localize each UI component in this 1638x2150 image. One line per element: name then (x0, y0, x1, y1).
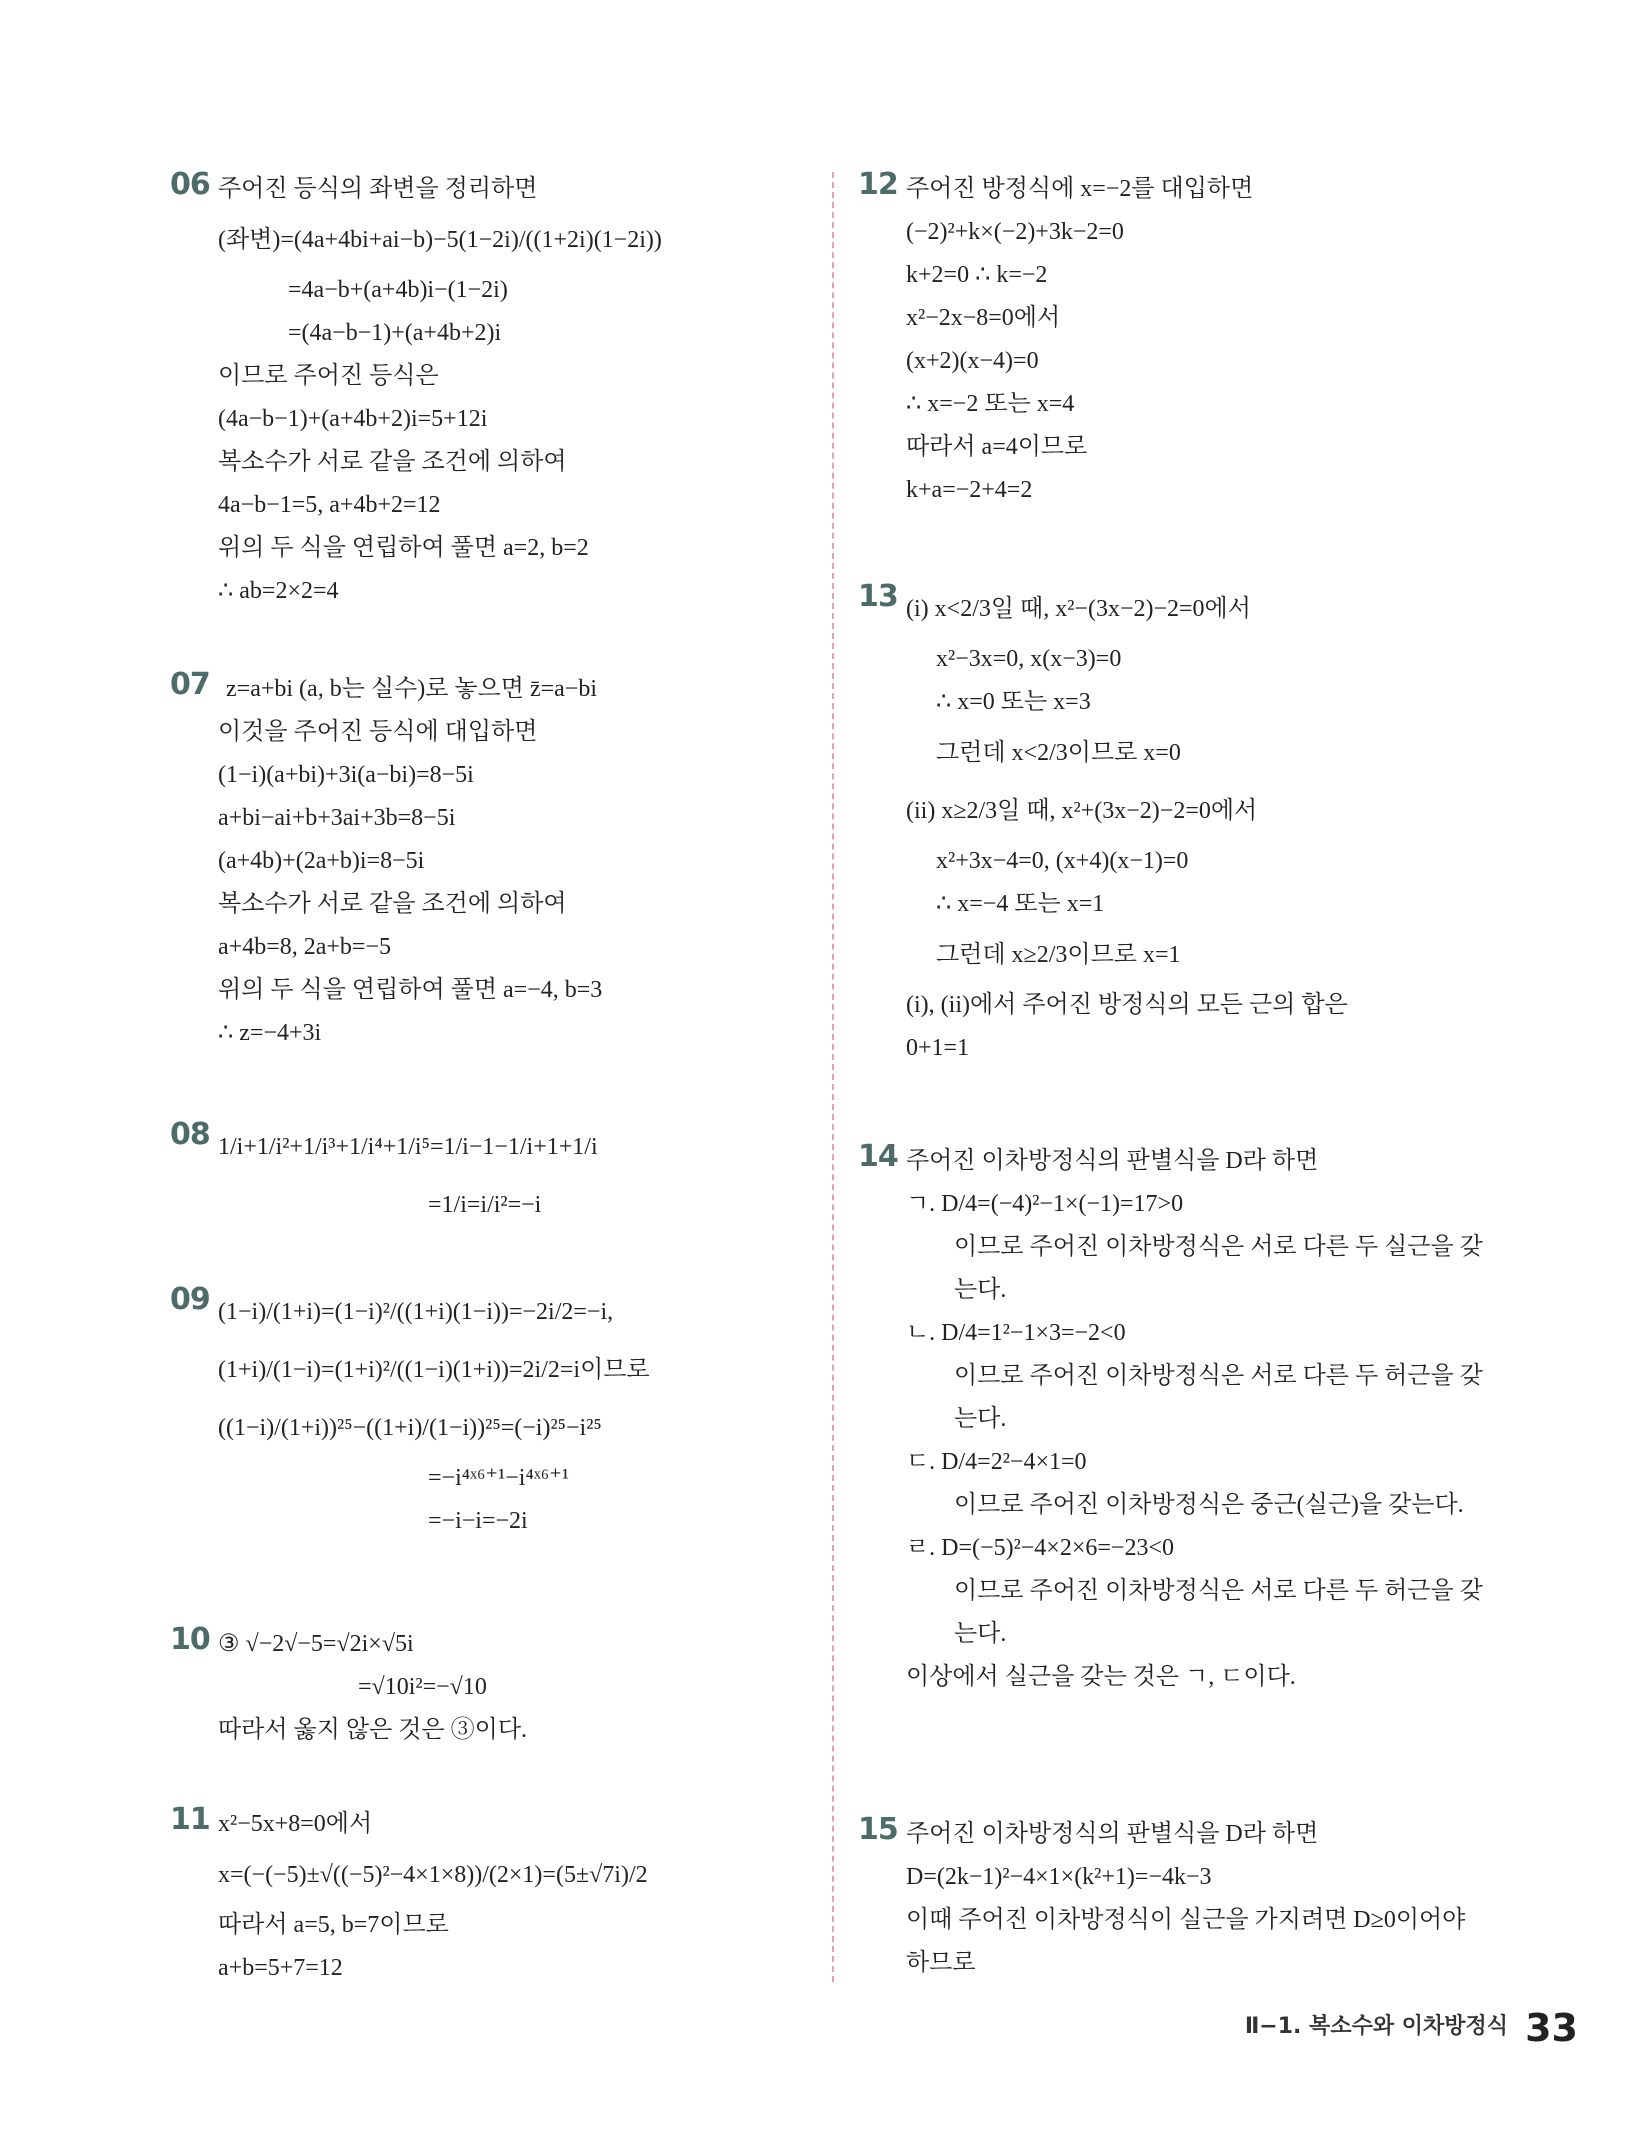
solution-line: 이므로 주어진 이차방정식은 서로 다른 두 허근을 갖 (954, 1578, 1483, 1604)
solution-line: 이므로 주어진 이차방정식은 서로 다른 두 허근을 갖 (954, 1363, 1483, 1389)
solution-line: (ii) x≥2/3일 때, x²+(3x−2)−2=0에서 (906, 798, 1258, 824)
solution-line: 주어진 이차방정식의 판별식을 D라 하면 (906, 1148, 1319, 1174)
solution-line: 이때 주어진 이차방정식이 실근을 가지려면 D≥0이어야 (906, 1907, 1466, 1933)
solution-line: x²−3x=0, x(x−3)=0 (936, 646, 1122, 672)
solution-line: ((1−i)/(1+i))²⁵−((1+i)/(1−i))²⁵=(−i)²⁵−i²⁵ (218, 1415, 602, 1441)
solution-line: =√10i²=−√10 (358, 1674, 487, 1700)
solution-line: x²−2x−8=0에서 (906, 305, 1061, 331)
problem-number: 14 (858, 1139, 898, 1174)
solution-line: 하므로 (906, 1950, 976, 1976)
solution-line: x²+3x−4=0, (x+4)(x−1)=0 (936, 848, 1189, 874)
solution-line: k+2=0 ∴ k=−2 (906, 262, 1048, 288)
solution-line: 이므로 주어진 이차방정식은 서로 다른 두 실근을 갖 (954, 1234, 1483, 1260)
solution-line: 는다. (954, 1406, 1007, 1432)
solution-line: =−i−i=−2i (428, 1508, 528, 1534)
solution-body (218, 1283, 810, 1543)
solution-line: ㄹ. D=(−5)²−4×2×6=−23<0 (906, 1535, 1174, 1561)
solution-line: 4a−b−1=5, a+4b+2=12 (218, 492, 441, 518)
solution-line: 복소수가 서로 같을 조건에 의하여 (218, 449, 567, 475)
solution-line: ∴ x=−2 또는 x=4 (906, 391, 1075, 417)
solution-line: (1−i)(a+bi)+3i(a−bi)=8−5i (218, 762, 474, 788)
problem-number: 06 (170, 167, 210, 202)
solution-line: z=a+bi (a, b는 실수)로 놓으면 z̄=a−bi (226, 676, 598, 702)
solution-line: (좌변)=(4a+4bi+ai−b)−5(1−2i)/((1+2i)(1−2i)) (218, 227, 662, 253)
solution-line: (a+4b)+(2a+b)i=8−5i (218, 848, 425, 874)
solution-line: 위의 두 식을 연립하여 풀면 a=−4, b=3 (218, 977, 603, 1003)
solution-line: x=(−(−5)±√((−5)²−4×1×8))/(2×1)=(5±√7i)/2 (218, 1862, 648, 1888)
problem-number: 09 (170, 1282, 210, 1317)
solution-body (906, 580, 1508, 1070)
solution-line: (4a−b−1)+(a+4b+2)i=5+12i (218, 406, 488, 432)
solution-body (906, 1140, 1508, 1699)
problem-number: 12 (858, 167, 898, 202)
solution-line: 따라서 a=4이므로 (906, 434, 1088, 460)
solution-line: 따라서 옳지 않은 것은 ③이다. (218, 1717, 528, 1743)
solution-line: a+bi−ai+b+3ai+3b=8−5i (218, 805, 456, 831)
solution-line: 따라서 a=5, b=7이므로 (218, 1912, 449, 1938)
solution-line: D=(2k−1)²−4×1×(k²+1)=−4k−3 (906, 1864, 1212, 1890)
solution-line: =(4a−b−1)+(a+4b+2)i (288, 320, 502, 346)
problem-number: 15 (858, 1812, 898, 1847)
problem-number: 11 (170, 1802, 210, 1837)
solution-line: ㄱ. D/4=(−4)²−1×(−1)=17>0 (906, 1191, 1184, 1217)
solution-line: 주어진 방정식에 x=−2를 대입하면 (906, 176, 1254, 202)
solution-line: =−i⁴ˣ⁶⁺¹−i⁴ˣ⁶⁺¹ (428, 1465, 570, 1491)
solution-line: a+4b=8, 2a+b=−5 (218, 934, 391, 960)
chapter-footer: Ⅱ−1. 복소수와 이차방정식 (1244, 2014, 1508, 2039)
solution-body (906, 168, 1508, 512)
solution-line: 이것을 주어진 등식에 대입하면 (218, 719, 538, 745)
solution-line: (1+i)/(1−i)=(1+i)²/((1−i)(1+i))=2i/2=i이므로 (218, 1357, 650, 1383)
problem-number: 07 (170, 667, 210, 702)
problem-number: 10 (170, 1622, 210, 1657)
solution-line: ③ √−2√−5=√2i×√5i (218, 1631, 414, 1657)
solution-line: 이므로 주어진 이차방정식은 중근(실근)을 갖는다. (954, 1492, 1464, 1518)
solution-body (218, 1623, 810, 1752)
solution-line: ㄴ. D/4=1²−1×3=−2<0 (906, 1320, 1126, 1346)
solution-body (218, 168, 810, 613)
problem-number: 08 (170, 1117, 210, 1152)
solution-line: (i) x<2/3일 때, x²−(3x−2)−2=0에서 (906, 596, 1251, 622)
solution-line: 위의 두 식을 연립하여 풀면 a=2, b=2 (218, 535, 589, 561)
solution-body (218, 1803, 810, 1990)
solution-line: =1/i=i/i²=−i (428, 1192, 542, 1218)
solution-line: ∴ ab=2×2=4 (218, 578, 339, 604)
solution-line: 주어진 등식의 좌변을 정리하면 (218, 176, 538, 202)
solution-line: (−2)²+k×(−2)+3k−2=0 (906, 219, 1124, 245)
solution-line: 는다. (954, 1277, 1007, 1303)
solution-line: 이상에서 실근을 갖는 것은 ㄱ, ㄷ이다. (906, 1664, 1296, 1690)
solution-body (218, 668, 810, 1055)
solution-line: 는다. (954, 1621, 1007, 1647)
solution-line: ㄷ. D/4=2²−4×1=0 (906, 1449, 1087, 1475)
solution-line: 그런데 x<2/3이므로 x=0 (936, 740, 1181, 766)
solution-line: a+b=5+7=12 (218, 1955, 343, 1981)
solution-line: =4a−b+(a+4b)i−(1−2i) (288, 277, 508, 303)
solution-body (218, 1118, 810, 1234)
solution-line: 복소수가 서로 같을 조건에 의하여 (218, 891, 567, 917)
problem-number: 13 (858, 579, 898, 614)
column-divider (832, 172, 834, 1982)
solution-line: 이므로 주어진 등식은 (218, 363, 439, 389)
solution-line: k+a=−2+4=2 (906, 477, 1033, 503)
solution-line: ∴ x=0 또는 x=3 (936, 689, 1091, 715)
solution-line: 주어진 이차방정식의 판별식을 D라 하면 (906, 1821, 1319, 1847)
solution-line: (1−i)/(1+i)=(1−i)²/((1+i)(1−i))=−2i/2=−i, (218, 1299, 614, 1325)
solution-line: (x+2)(x−4)=0 (906, 348, 1039, 374)
solution-line: ∴ x=−4 또는 x=1 (936, 891, 1105, 917)
solution-line: (i), (ii)에서 주어진 방정식의 모든 근의 합은 (906, 992, 1348, 1018)
solution-line: x²−5x+8=0에서 (218, 1811, 373, 1837)
solution-line: 0+1=1 (906, 1035, 970, 1061)
solution-line: 1/i+1/i²+1/i³+1/i⁴+1/i⁵=1/i−1−1/i+1+1/i (218, 1134, 598, 1160)
solution-line: ∴ z=−4+3i (218, 1020, 322, 1046)
solution-line: 그런데 x≥2/3이므로 x=1 (936, 942, 1181, 968)
solution-body (906, 1813, 1508, 1985)
page-number: 33 (1525, 2006, 1578, 2050)
